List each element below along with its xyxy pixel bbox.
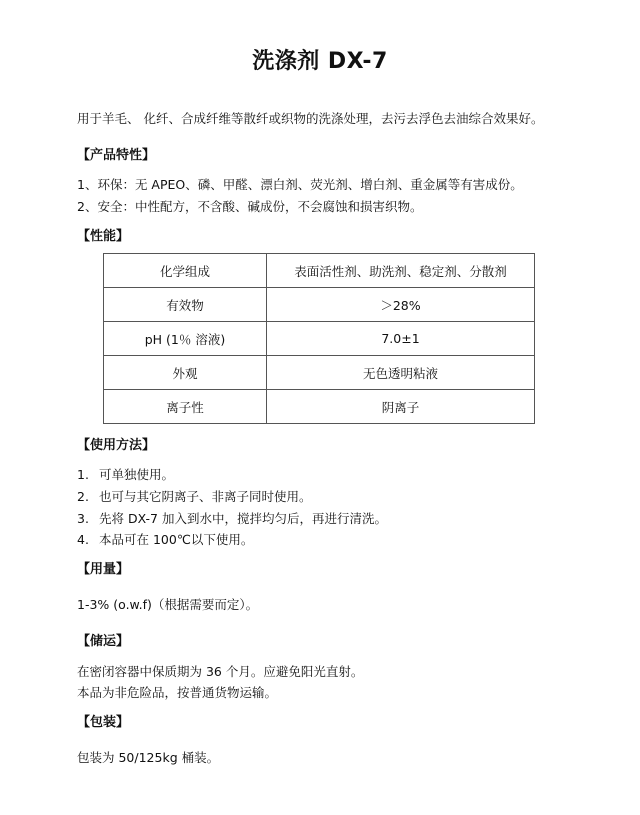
table-row (104, 390, 535, 424)
feature-item: 2、安全：中性配方，不含酸、碱成份，不会腐蚀和损害织物。 (77, 199, 423, 214)
section-heading-usage: 【使用方法】 (77, 438, 156, 453)
packing-text: 包装为 50/125kg 桶装。 (77, 750, 220, 765)
list-item (77, 488, 312, 506)
section-heading-features: 【产品特性】 (77, 148, 156, 163)
dosage-text: 1-3% (o.w.f)（根据需要而定）。 (77, 597, 259, 612)
list-item (77, 466, 174, 484)
table-cell-value: 7.0±1 (267, 322, 535, 356)
table-cell-key: 离子性 (104, 390, 267, 424)
list-text: 先将 DX-7 加入到水中，搅拌均匀后，再进行清洗。 (99, 511, 387, 526)
table-cell-value: 表面活性剂、助洗剂、稳定剂、分散剂 (267, 254, 535, 288)
table-cell-key: pH (1％ 溶液) (104, 322, 267, 356)
table-cell-value: ＞28% (267, 288, 535, 322)
list-text: 也可与其它阴离子、非离子同时使用。 (99, 489, 312, 504)
list-item (77, 510, 387, 528)
section-heading-packing: 【包装】 (77, 715, 130, 730)
list-number: 3. (77, 511, 89, 526)
list-text: 本品可在 100℃以下使用。 (99, 532, 254, 547)
section-heading-performance: 【性能】 (77, 229, 130, 244)
performance-table (103, 253, 535, 424)
table-cell-key: 化学组成 (104, 254, 267, 288)
intro-text: 用于羊毛、 化纤、合成纤维等散纤或织物的洗涤处理，去污去浮色去油综合效果好。 (77, 111, 544, 126)
list-item (77, 531, 253, 549)
list-number: 2. (77, 489, 89, 504)
list-number: 4. (77, 532, 89, 547)
list-number: 1. (77, 467, 89, 482)
feature-item: 1、环保：无 APEO、磷、甲醛、漂白剂、荧光剂、增白剂、重金属等有害成份。 (77, 177, 523, 192)
table-row (104, 322, 535, 356)
section-heading-storage: 【储运】 (77, 634, 130, 649)
table-cell-key: 外观 (104, 356, 267, 390)
table-row (104, 254, 535, 288)
table-cell-value: 阴离子 (267, 390, 535, 424)
table-row (104, 356, 535, 390)
table-row (104, 288, 535, 322)
storage-line: 在密闭容器中保质期为 36 个月。应避免阳光直射。 (77, 664, 364, 679)
list-text: 可单独使用。 (99, 467, 175, 482)
section-heading-dosage: 【用量】 (77, 562, 130, 577)
table-cell-value: 无色透明粘液 (267, 356, 535, 390)
table-cell-key: 有效物 (104, 288, 267, 322)
storage-line: 本品为非危险品，按普通货物运输。 (77, 685, 278, 700)
page-title: 洗涤剂 DX-7 (252, 49, 388, 74)
